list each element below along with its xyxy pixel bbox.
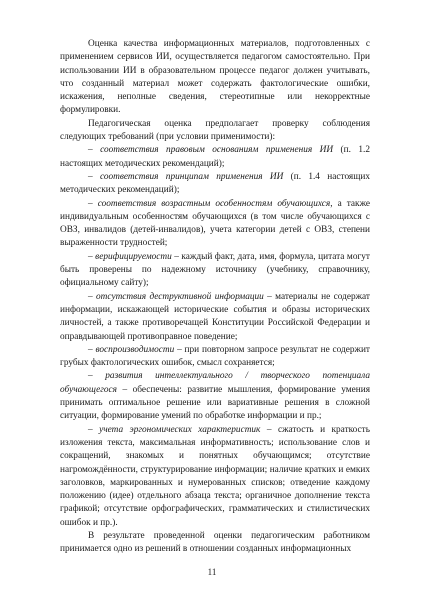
requirement-term: верифицируемости — [95, 251, 172, 262]
body-text — [60, 38, 370, 557]
paragraph-text: Педагогическая оценка предполагает проверку соблюдения следующих требований (при условии применимости): — [60, 118, 370, 143]
paragraph — [60, 171, 370, 198]
paragraph-text: – — [88, 424, 100, 435]
paragraph-text: – при повторном запросе результат не содержит грубых фактологических ошибок, смысл сохраняется; — [60, 344, 370, 369]
requirement-term: отсутствия деструктивной информации — [96, 291, 264, 302]
paragraph — [60, 118, 370, 145]
paragraph-text: – — [88, 371, 106, 382]
paragraph-text: – материалы не содержат информации, искажающей исторические события и образы исторических личностей, а также противоречащей Конституции Российской Федерации и оправдывающей противоправное поведение; — [60, 291, 370, 342]
page-number: 11 — [207, 567, 217, 577]
paragraph-text: – каждый факт, дата, имя, формула, цитата могут быть проверены по надежному источнику (учебнику, справочнику, официальному сайту); — [60, 251, 370, 289]
paragraph-text: (п. 1.2 настоящих методических рекомендаций); — [60, 145, 370, 169]
paragraph-text: – — [88, 198, 98, 209]
requirement-term: развития интеллектуального / творческого потенциала обучающегося — [60, 371, 370, 395]
paragraph-text: – — [88, 171, 100, 182]
paragraph-text: – — [88, 145, 101, 156]
paragraph-text: Оценка качества информационных материалов, подготовленных с применением сервисов ИИ, осуществляется педагогом самостоятельно. При использовании ИИ в образовательном процессе педагог должен учитывать, что созданный материал может содержать фактологические ошибки, искажения, неполные сведения, стереотипные или некорректные формулировки. — [60, 39, 370, 116]
paragraph-text: – — [88, 344, 96, 355]
requirement-term: соответствия принципам применения ИИ — [99, 171, 284, 182]
paragraph-text: В результате проведенной оценки педагогическим работником принимается одно из решений в отношении созданных информационных — [60, 530, 370, 555]
requirement-term: воспроизводимости — [95, 344, 175, 355]
paragraph-text: , а также индивидуальным особенностям обучающихся (в том числе обучающихся с ОВЗ, инвалидов (детей-инвалидов), учета категории детей с ОВЗ, степени выраженности трудностей; — [60, 198, 370, 249]
paragraph — [60, 344, 370, 371]
paragraph-text: – — [88, 251, 96, 262]
paragraph — [60, 291, 370, 344]
paragraph-text: (п. 1.4 настоящих методических рекомендаций); — [60, 171, 370, 196]
paragraph — [60, 144, 370, 171]
paragraph-text: – — [88, 291, 97, 302]
paragraph — [60, 370, 370, 423]
paragraph — [60, 251, 370, 291]
paragraph — [60, 530, 370, 557]
requirement-term: учета эргономических характеристик — [99, 424, 261, 435]
paragraph-text: – обеспечены: развитие мышления, формирование умения принимать оптимальное решение или вариативные решения в сложной ситуации, формирование умений по обработке информации и пр.; — [60, 384, 370, 422]
requirement-term: соответствия правовым основаниям применения ИИ — [100, 145, 334, 156]
paragraph — [60, 198, 370, 251]
paragraph — [60, 38, 370, 118]
paragraph — [60, 424, 370, 530]
paragraph-text: – сжатость и краткость изложения текста, максимальная информативность; использование слов и сокращений, знакомых и понятных обучающимся; отсутствие нагромождённости, структурирование информации; наличие кратких и емких заголовков, маркированных и нумерованных списков; отведение каждому положению (идее) отдельного абзаца текста; органичное дополнение текста графикой; отсутствие орфографических, грамматических и стилистических ошибок и пр.). — [60, 424, 370, 528]
requirement-term: соответствия возрастным особенностям обучающихся — [97, 198, 331, 209]
